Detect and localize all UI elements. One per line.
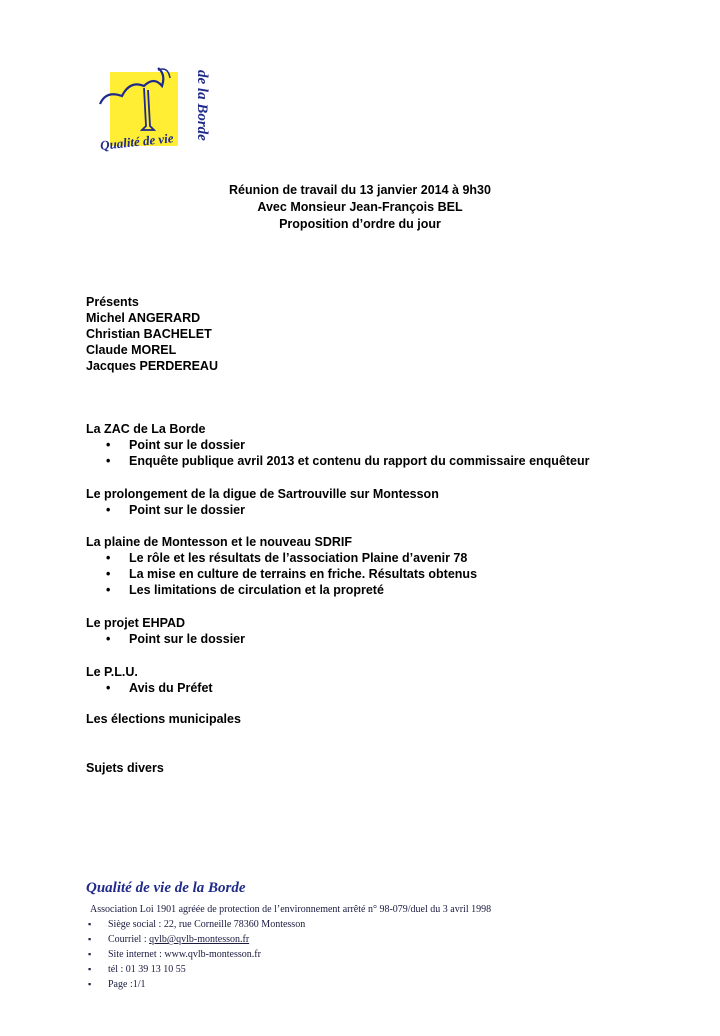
agenda-ehpad	[86, 615, 245, 647]
agenda-item: • Point sur le dossier	[86, 437, 590, 453]
presents-section	[86, 294, 218, 374]
courriel-label: Courriel :	[108, 934, 150, 945]
footer-title: Qualité de vie de la Borde	[86, 880, 246, 896]
logo-script-text: Qualité de vie	[99, 130, 175, 153]
footer	[86, 902, 491, 992]
attendee-name: Jacques PERDEREAU	[86, 359, 218, 373]
presents-title: Présents	[86, 295, 139, 309]
heading-line-3: Proposition d’ordre du jour	[279, 217, 441, 231]
footer-tel: ▪ tél : 01 39 13 10 55	[86, 962, 491, 977]
association-logo	[96, 60, 208, 168]
attendee-name: Christian BACHELET	[86, 327, 212, 341]
agenda-digue	[86, 486, 439, 518]
agenda-title: Le projet EHPAD	[86, 616, 186, 630]
agenda-title: Sujets divers	[86, 761, 164, 775]
agenda-plu	[86, 664, 213, 696]
agenda-item: • Enquête publique avril 2013 et contenu du rapport du commissaire enquêteur	[86, 453, 590, 469]
agenda-elections	[86, 711, 241, 727]
agenda-item: • Les limitations de circulation et la propreté	[86, 582, 477, 598]
email-link[interactable]: qvlb@qvlb-montesson.fr	[149, 934, 250, 945]
agenda-item: • Le rôle et les résultats de l’association Plaine d’avenir 78	[86, 550, 477, 566]
agenda-zac	[86, 421, 590, 469]
agenda-title: Le P.L.U.	[86, 665, 138, 679]
agenda-title: La ZAC de La Borde	[86, 422, 206, 436]
agenda-divers	[86, 760, 164, 776]
attendee-name: Michel ANGERARD	[86, 311, 201, 325]
agenda-plaine	[86, 534, 477, 598]
heading-line-1: Réunion de travail du 13 janvier 2014 à 9h30	[229, 183, 491, 197]
footer-site: ▪ Site internet : www.qvlb-montesson.fr	[86, 947, 491, 962]
agenda-item: • Point sur le dossier	[86, 631, 245, 647]
footer-page: ▪ Page :1/1	[86, 977, 491, 992]
footer-siege: ▪ Siège social : 22, rue Corneille 78360 Montesson	[86, 917, 491, 932]
meeting-heading	[0, 182, 720, 233]
logo-vertical-text: de la Borde	[194, 70, 210, 141]
heading-line-2: Avec Monsieur Jean-François BEL	[257, 200, 463, 214]
footer-association: Association Loi 1901 agréée de protection de l’environnement arrêté n° 98-079/duel du 3 avril 1998	[90, 904, 492, 915]
agenda-title: Le prolongement de la digue de Sartrouville sur Montesson	[86, 487, 439, 501]
agenda-item: • La mise en culture de terrains en friche. Résultats obtenus	[86, 566, 477, 582]
footer-courriel	[86, 932, 491, 947]
attendee-name: Claude MOREL	[86, 343, 177, 357]
agenda-item: • Point sur le dossier	[86, 502, 439, 518]
agenda-title: La plaine de Montesson et le nouveau SDRIF	[86, 535, 353, 549]
agenda-item: • Avis du Préfet	[86, 680, 213, 696]
agenda-title: Les élections municipales	[86, 712, 241, 726]
